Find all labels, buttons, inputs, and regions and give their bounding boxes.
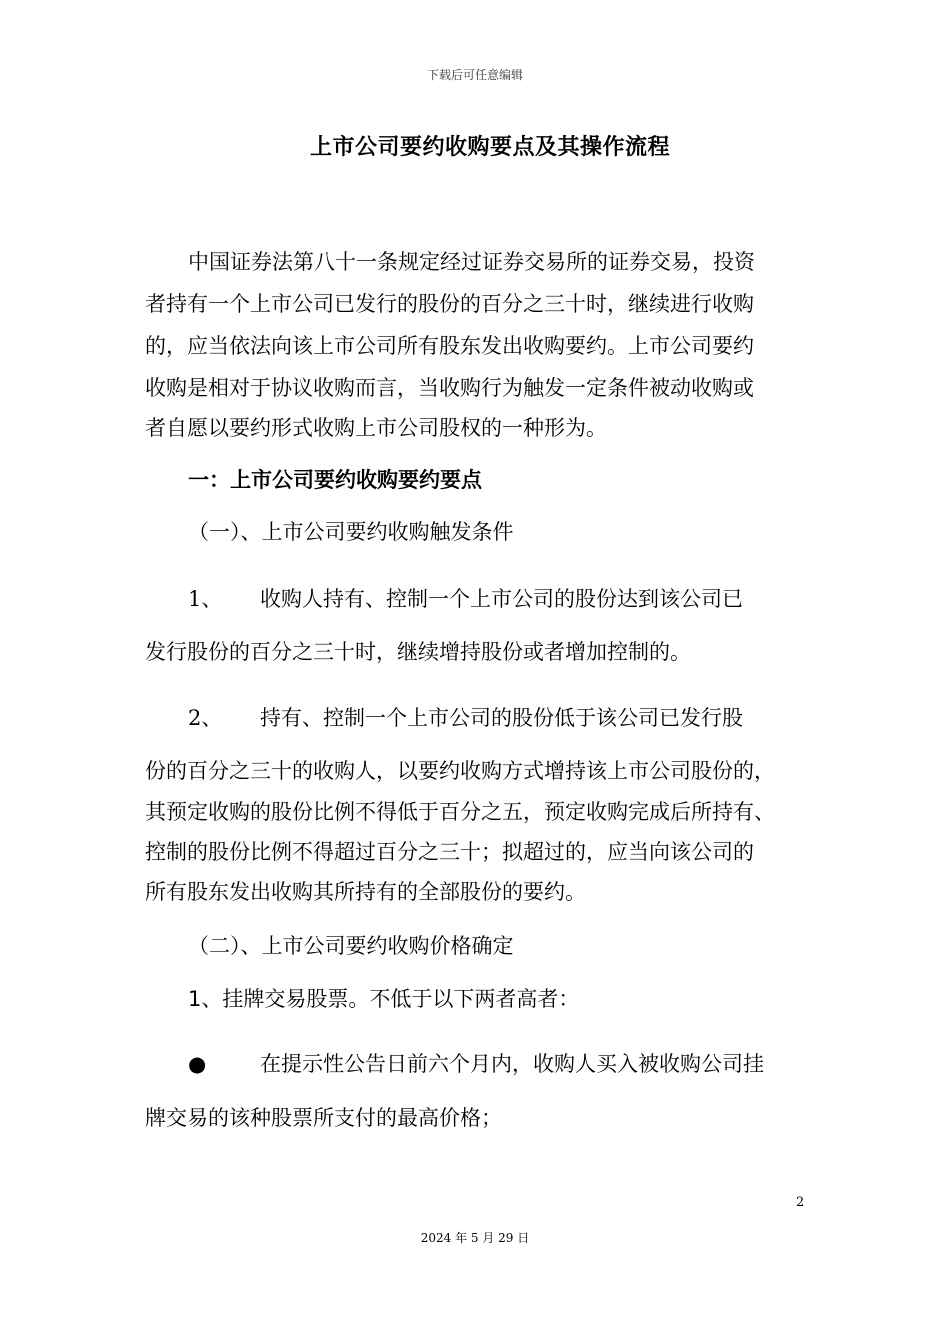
page-number: 2 — [796, 1195, 805, 1210]
intro-line-1: 中国证券法第八十一条规定经过证券交易所的证券交易，投资 — [188, 250, 755, 274]
list-item-2-continuation-2: 其预定收购的股份比例不得低于百分之五，预定收购完成后所持有、 — [145, 800, 775, 824]
list-item-number: 1、 — [188, 587, 223, 611]
section-heading: 一：上市公司要约收购要约要点 — [188, 468, 482, 492]
subsection-heading-2: （二）、上市公司要约收购价格确定 — [188, 934, 514, 958]
list-item-text: 持有、控制一个上市公司的股份低于该公司已发行股 — [260, 706, 743, 730]
intro-line-4: 收购是相对于协议收购而言，当收购行为触发一定条件被动收购或 — [145, 376, 754, 400]
document-title: 上市公司要约收购要点及其操作流程 — [309, 135, 670, 160]
list-item-3: 1、挂牌交易股票。不低于以下两者高者： — [188, 987, 580, 1011]
bullet-text: 在提示性公告日前六个月内，收购人买入被收购公司挂 — [260, 1052, 764, 1076]
bullet-item-continuation: 牌交易的该种股票所支付的最高价格； — [145, 1106, 502, 1130]
intro-line-2: 者持有一个上市公司已发行的股份的百分之三十时，继续进行收购 — [145, 292, 754, 316]
list-item-2-continuation-3: 控制的股份比例不得超过百分之三十；拟超过的，应当向该公司的 — [145, 840, 754, 864]
footer-date: 2024 年 5 月 29 日 — [420, 1231, 530, 1245]
intro-line-5: 者自愿以要约形式收购上市公司股权的一种形为。 — [145, 416, 607, 440]
list-item-2 — [188, 704, 743, 732]
list-item-number: 2、 — [188, 706, 223, 730]
list-item-1-continuation: 发行股份的百分之三十时，继续增持股份或者增加控制的。 — [145, 640, 691, 664]
list-item-2-continuation-1: 份的百分之三十的收购人，以要约收购方式增持该上市公司股份的， — [145, 759, 775, 783]
bullet-icon: ● — [188, 1052, 207, 1076]
subsection-heading-1: （一）、上市公司要约收购触发条件 — [188, 520, 514, 544]
list-item-1 — [188, 585, 743, 613]
header-note: 下载后可任意编辑 — [426, 68, 523, 82]
list-item-text: 收购人持有、控制一个上市公司的股份达到该公司已 — [260, 587, 743, 611]
intro-line-3: 的，应当依法向该上市公司所有股东发出收购要约。上市公司要约 — [145, 334, 754, 358]
bullet-item — [188, 1050, 764, 1078]
list-item-2-continuation-4: 所有股东发出收购其所持有的全部股份的要约。 — [145, 880, 586, 904]
